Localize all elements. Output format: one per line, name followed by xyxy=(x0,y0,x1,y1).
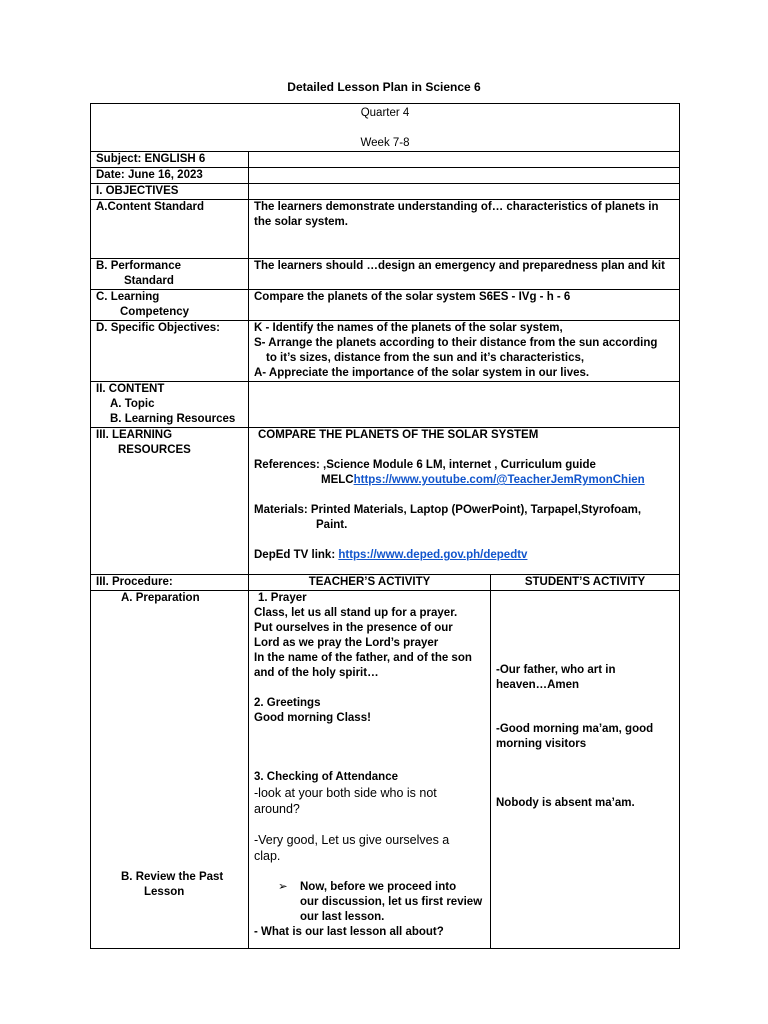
performance-standard-label: B. Performance Standard xyxy=(91,259,249,290)
document-title: Detailed Lesson Plan in Science 6 xyxy=(287,80,481,94)
learning-competency-text: Compare the planets of the solar system S6ES - IVg - h - 6 xyxy=(249,290,680,321)
procedure-header-row xyxy=(91,575,680,591)
materials-line-1: Materials: Printed Materials, Laptop (POwerPoint), Tarpapel,Styrofoam, xyxy=(254,504,642,516)
deped-tv-link[interactable]: https://www.deped.gov.ph/depedtv xyxy=(338,549,528,561)
review-bullet: ➢ Now, before we proceed into xyxy=(278,881,457,893)
quarter-row xyxy=(91,104,680,152)
procedure-label: III. Procedure: xyxy=(91,575,249,591)
materials-line-2: Paint. xyxy=(316,519,348,531)
subject-label: Subject: ENGLISH 6 xyxy=(91,152,249,168)
quarter-label: Quarter 4 xyxy=(360,107,410,119)
deped-tv-line: DepEd TV link: https://www.deped.gov.ph/depedtv xyxy=(254,549,528,561)
performance-standard-row xyxy=(91,259,680,290)
teacher-activity-header: TEACHER’S ACTIVITY xyxy=(249,575,491,591)
teacher-activity-cell: 1. Prayer Class, let us all stand up for a prayer. Put ourselves in the presence of our Lord as we pray the Lord’s prayer In the name of the father, and of the son and of the holy spirit… 2. Greetings Good morning Class! 3. Checking of Attendance -look at your both side who is not around? -Very good, Let us give ourselves a clap. ➢ Now, before we proceed into our discussion, let us first review our last lesson. - What is our last lesson all about? xyxy=(249,591,491,949)
melc-line: MELChttps://www.youtube.com/@TeacherJemRymonChien xyxy=(321,474,645,486)
melc-link[interactable]: https://www.youtube.com/@TeacherJemRymonChien xyxy=(353,474,645,486)
learning-competency-row xyxy=(91,290,680,321)
content-label: II. CONTENT A. Topic B. Learning Resources xyxy=(91,382,249,428)
performance-standard-text: The learners should …design an emergency and preparedness plan and kit xyxy=(249,259,680,290)
learning-resources-text xyxy=(249,428,680,575)
review-label-1: B. Review the Past xyxy=(121,871,224,883)
student-activity-header: STUDENT’S ACTIVITY xyxy=(491,575,680,591)
specific-objectives-text: K - Identify the names of the planets of the solar system, S- Arrange the planets according to their distance from the sun according to it’s sizes, distance from the sun and it’s characteristics, A- Appreciate the importance of the solar system in our lives. xyxy=(249,321,680,382)
learning-resources-label: III. LEARNING RESOURCES xyxy=(91,428,249,575)
date-row xyxy=(91,168,680,184)
learning-resources-row xyxy=(91,428,680,575)
topic-title: COMPARE THE PLANETS OF THE SOLAR SYSTEM xyxy=(258,429,539,441)
objectives-row xyxy=(91,184,680,200)
procedure-body-row xyxy=(91,591,680,949)
subject-row xyxy=(91,152,680,168)
procedure-steps xyxy=(91,591,249,949)
learning-competency-label: C. Learning Competency xyxy=(91,290,249,321)
arrow-bullet-icon: ➢ xyxy=(278,881,288,893)
student-activity-cell: -Our father, who art in heaven…Amen -Good morning ma’am, good morning visitors Nobody is absent ma’am. xyxy=(491,591,680,949)
content-row xyxy=(91,382,680,428)
content-standard-label: A.Content Standard xyxy=(91,200,249,259)
date-label: Date: June 16, 2023 xyxy=(91,168,249,184)
objectives-heading: I. OBJECTIVES xyxy=(91,184,249,200)
specific-objectives-row xyxy=(91,321,680,382)
review-label-2: Lesson xyxy=(144,886,185,898)
lesson-plan-table xyxy=(90,103,680,949)
content-standard-row xyxy=(91,200,680,259)
references-text: References: ,Science Module 6 LM, internet , Curriculum guide xyxy=(254,459,596,471)
specific-objectives-label: D. Specific Objectives: xyxy=(91,321,249,382)
week-label: Week 7-8 xyxy=(360,137,410,149)
content-standard-text: The learners demonstrate understanding of… characteristics of planets in the solar system. xyxy=(249,200,680,259)
preparation-label: A. Preparation xyxy=(121,592,200,604)
